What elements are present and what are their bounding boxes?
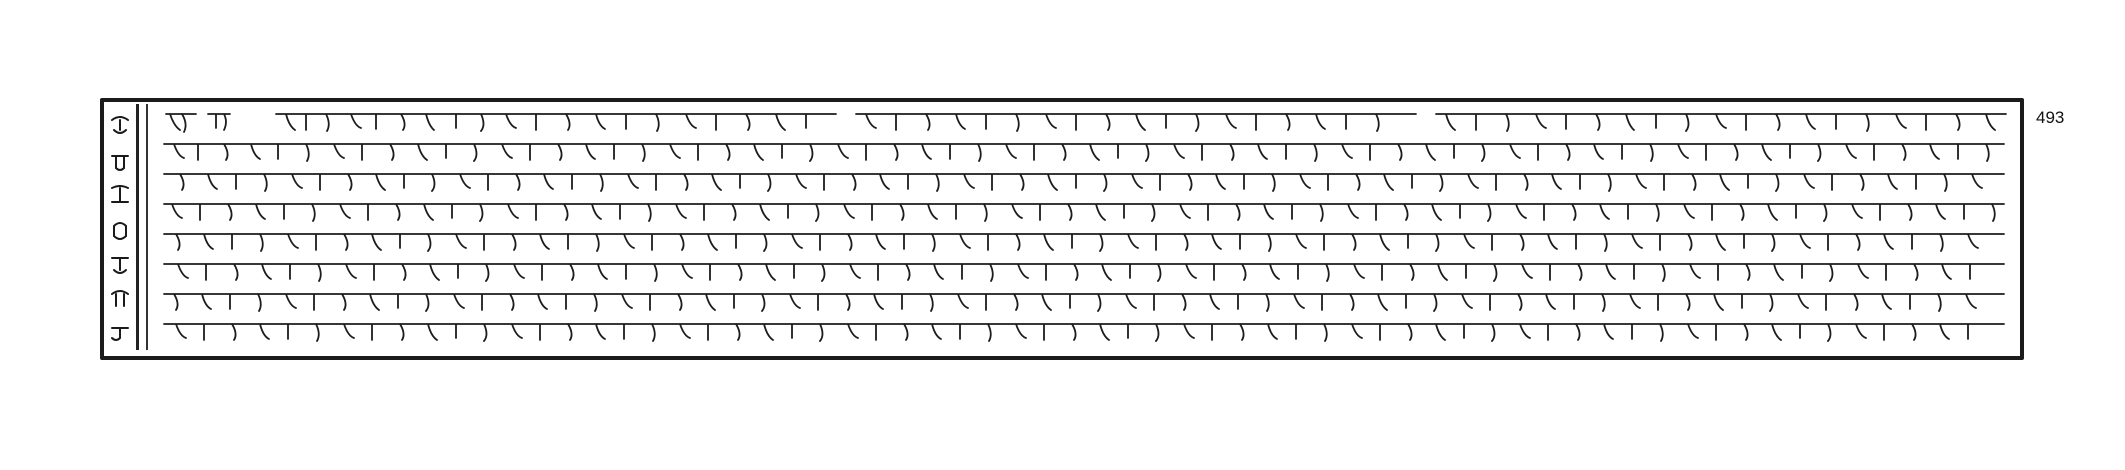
text-line [156, 226, 2012, 256]
text-line [156, 316, 2012, 346]
tibetan-text-block [156, 104, 2012, 350]
text-line [156, 106, 2012, 136]
text-line [156, 256, 2012, 286]
text-line [156, 166, 2012, 196]
text-line [156, 196, 2012, 226]
text-line [156, 286, 2012, 316]
margin-rule [136, 104, 139, 350]
margin-rule-inner [146, 104, 148, 350]
margin-title [106, 108, 134, 348]
manuscript-folio [100, 98, 2024, 358]
text-line [156, 136, 2012, 166]
page-number: 493 [2036, 108, 2065, 127]
